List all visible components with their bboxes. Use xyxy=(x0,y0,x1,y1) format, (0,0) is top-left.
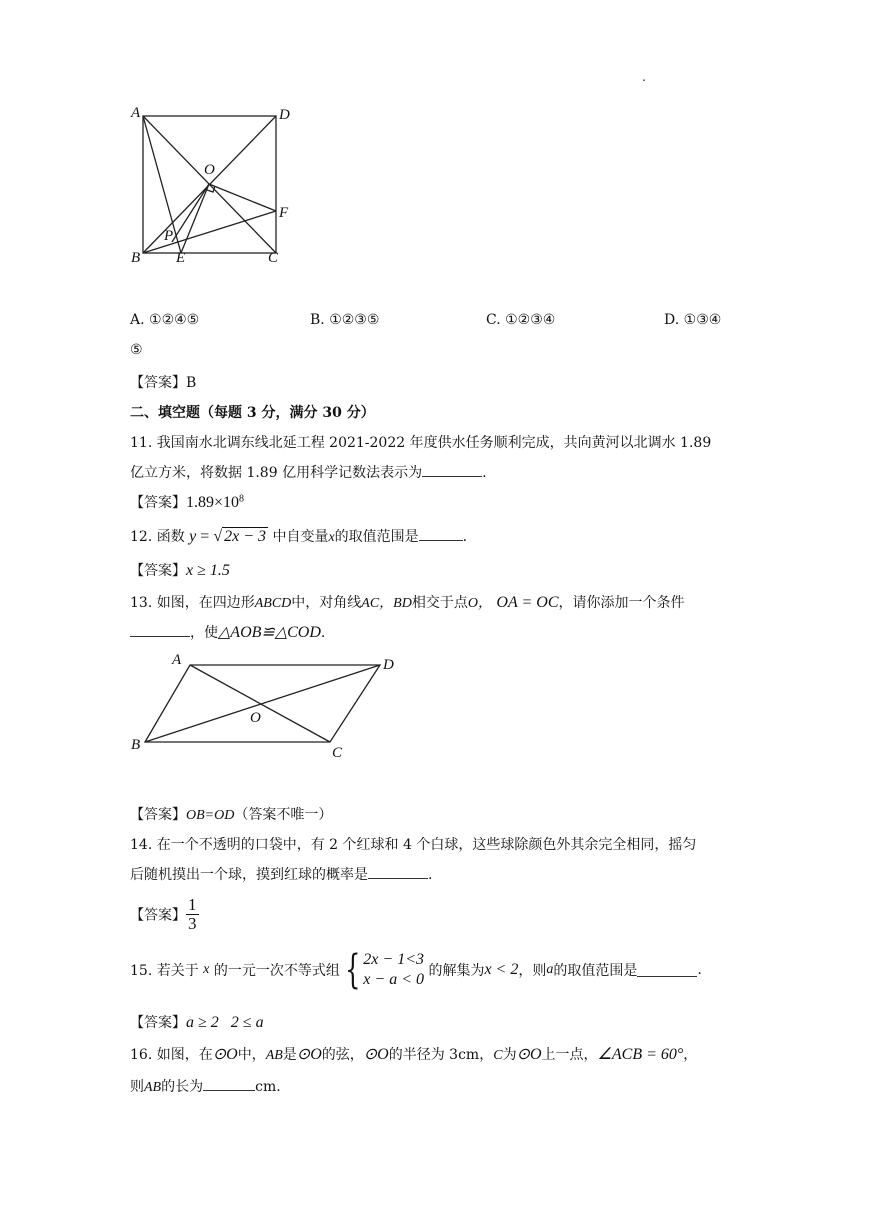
label-A: A xyxy=(172,652,182,668)
answer-blank xyxy=(422,464,482,477)
segment-ae xyxy=(143,116,181,253)
answer-10: 【答案】B xyxy=(130,375,197,391)
label-D: D xyxy=(383,657,394,673)
label-D: D xyxy=(279,107,290,123)
question-13-line2: ，使△AOB≌△COD. xyxy=(130,622,325,642)
diagonal-ac xyxy=(190,665,330,742)
question-14-line1: 14. 在一个不透明的口袋中，有 2 个红球和 4 个白球，这些球除颜色外其余完全相同，摇匀 xyxy=(130,837,697,853)
question-13-line1: 13. 如图，在四边形ABCD中，对角线AC，BD相交于点O， OA = OC，请你添加一个条件 xyxy=(130,594,685,611)
stray-dot: . xyxy=(642,70,646,84)
label-E: E xyxy=(176,250,186,266)
label-O: O xyxy=(250,710,261,726)
inequality-system: { 2x − 1<3 x − a < 0 xyxy=(344,947,424,993)
answer-blank xyxy=(419,528,463,541)
section-title: 二、填空题（每题 3 分，满分 30 分） xyxy=(130,405,375,421)
answer-blank xyxy=(130,624,190,637)
question-15: 15. 若关于 x 的一元一次不等式组 { 2x − 1<3 x − a < 0 的解集为x < 2，则a的取值范围是 . xyxy=(130,947,702,993)
diagonal-bd xyxy=(145,665,380,742)
answer-14: 【答案】 $\frac{1}{3}$ xyxy=(130,895,197,933)
option-c: C. ①②③④ xyxy=(486,312,556,328)
label-F: F xyxy=(279,205,289,221)
option-d: D. ①③④ xyxy=(664,312,722,328)
label-B: B xyxy=(131,737,141,753)
question-14-line2: 后随机摸出一个球，摸到红球的概率是 . xyxy=(130,867,433,883)
question-11-line2: 亿立方米，将数据 1.89 亿用科学记数法表示为 . xyxy=(130,465,487,481)
answer-11: 【答案】$1.89\times 10^8$ xyxy=(130,493,245,511)
segment-of xyxy=(209,184,276,211)
option-b: B. ①②③⑤ xyxy=(310,312,380,328)
square-figure xyxy=(125,100,305,275)
option-d-wrap: ⑤ xyxy=(130,342,143,358)
question-16-line1: 16. 如图，在⊙O中，AB是⊙O的弦，⊙O的半径为 3cm，C为⊙O上一点，∠ACB = 60°， xyxy=(130,1046,698,1063)
question-11-line1: 11. 我国南水北调东线北延工程 2021-2022 年度供水任务顺利完成，共向黄河以北调水 1.89 xyxy=(130,435,712,451)
answer-15: 【答案】a ≥ 2 2 ≤ a xyxy=(130,1014,264,1031)
answer-12: 【答案】x ≥ 1.5 xyxy=(130,562,230,579)
label-O: O xyxy=(204,162,215,178)
label-C: C xyxy=(268,250,279,266)
label-P: P xyxy=(164,228,174,244)
label-B: B xyxy=(131,250,141,266)
answer-blank xyxy=(203,1078,255,1091)
segment-oe xyxy=(181,184,209,253)
answer-blank xyxy=(368,866,428,879)
answer-13: 【答案】OB=OD（答案不唯一） xyxy=(130,807,333,823)
question-16-line2: 则AB的长为 cm. xyxy=(130,1079,281,1095)
label-A: A xyxy=(131,105,141,121)
answer-blank xyxy=(637,964,697,977)
option-a: A. ①②④⑤ xyxy=(130,312,200,328)
fraction: $\frac{1}{3}$ xyxy=(188,895,197,933)
label-C: C xyxy=(332,745,343,761)
question-12: 12. 函数 y = √ 2x − 3 中自变量x的取值范围是 . xyxy=(130,528,468,545)
